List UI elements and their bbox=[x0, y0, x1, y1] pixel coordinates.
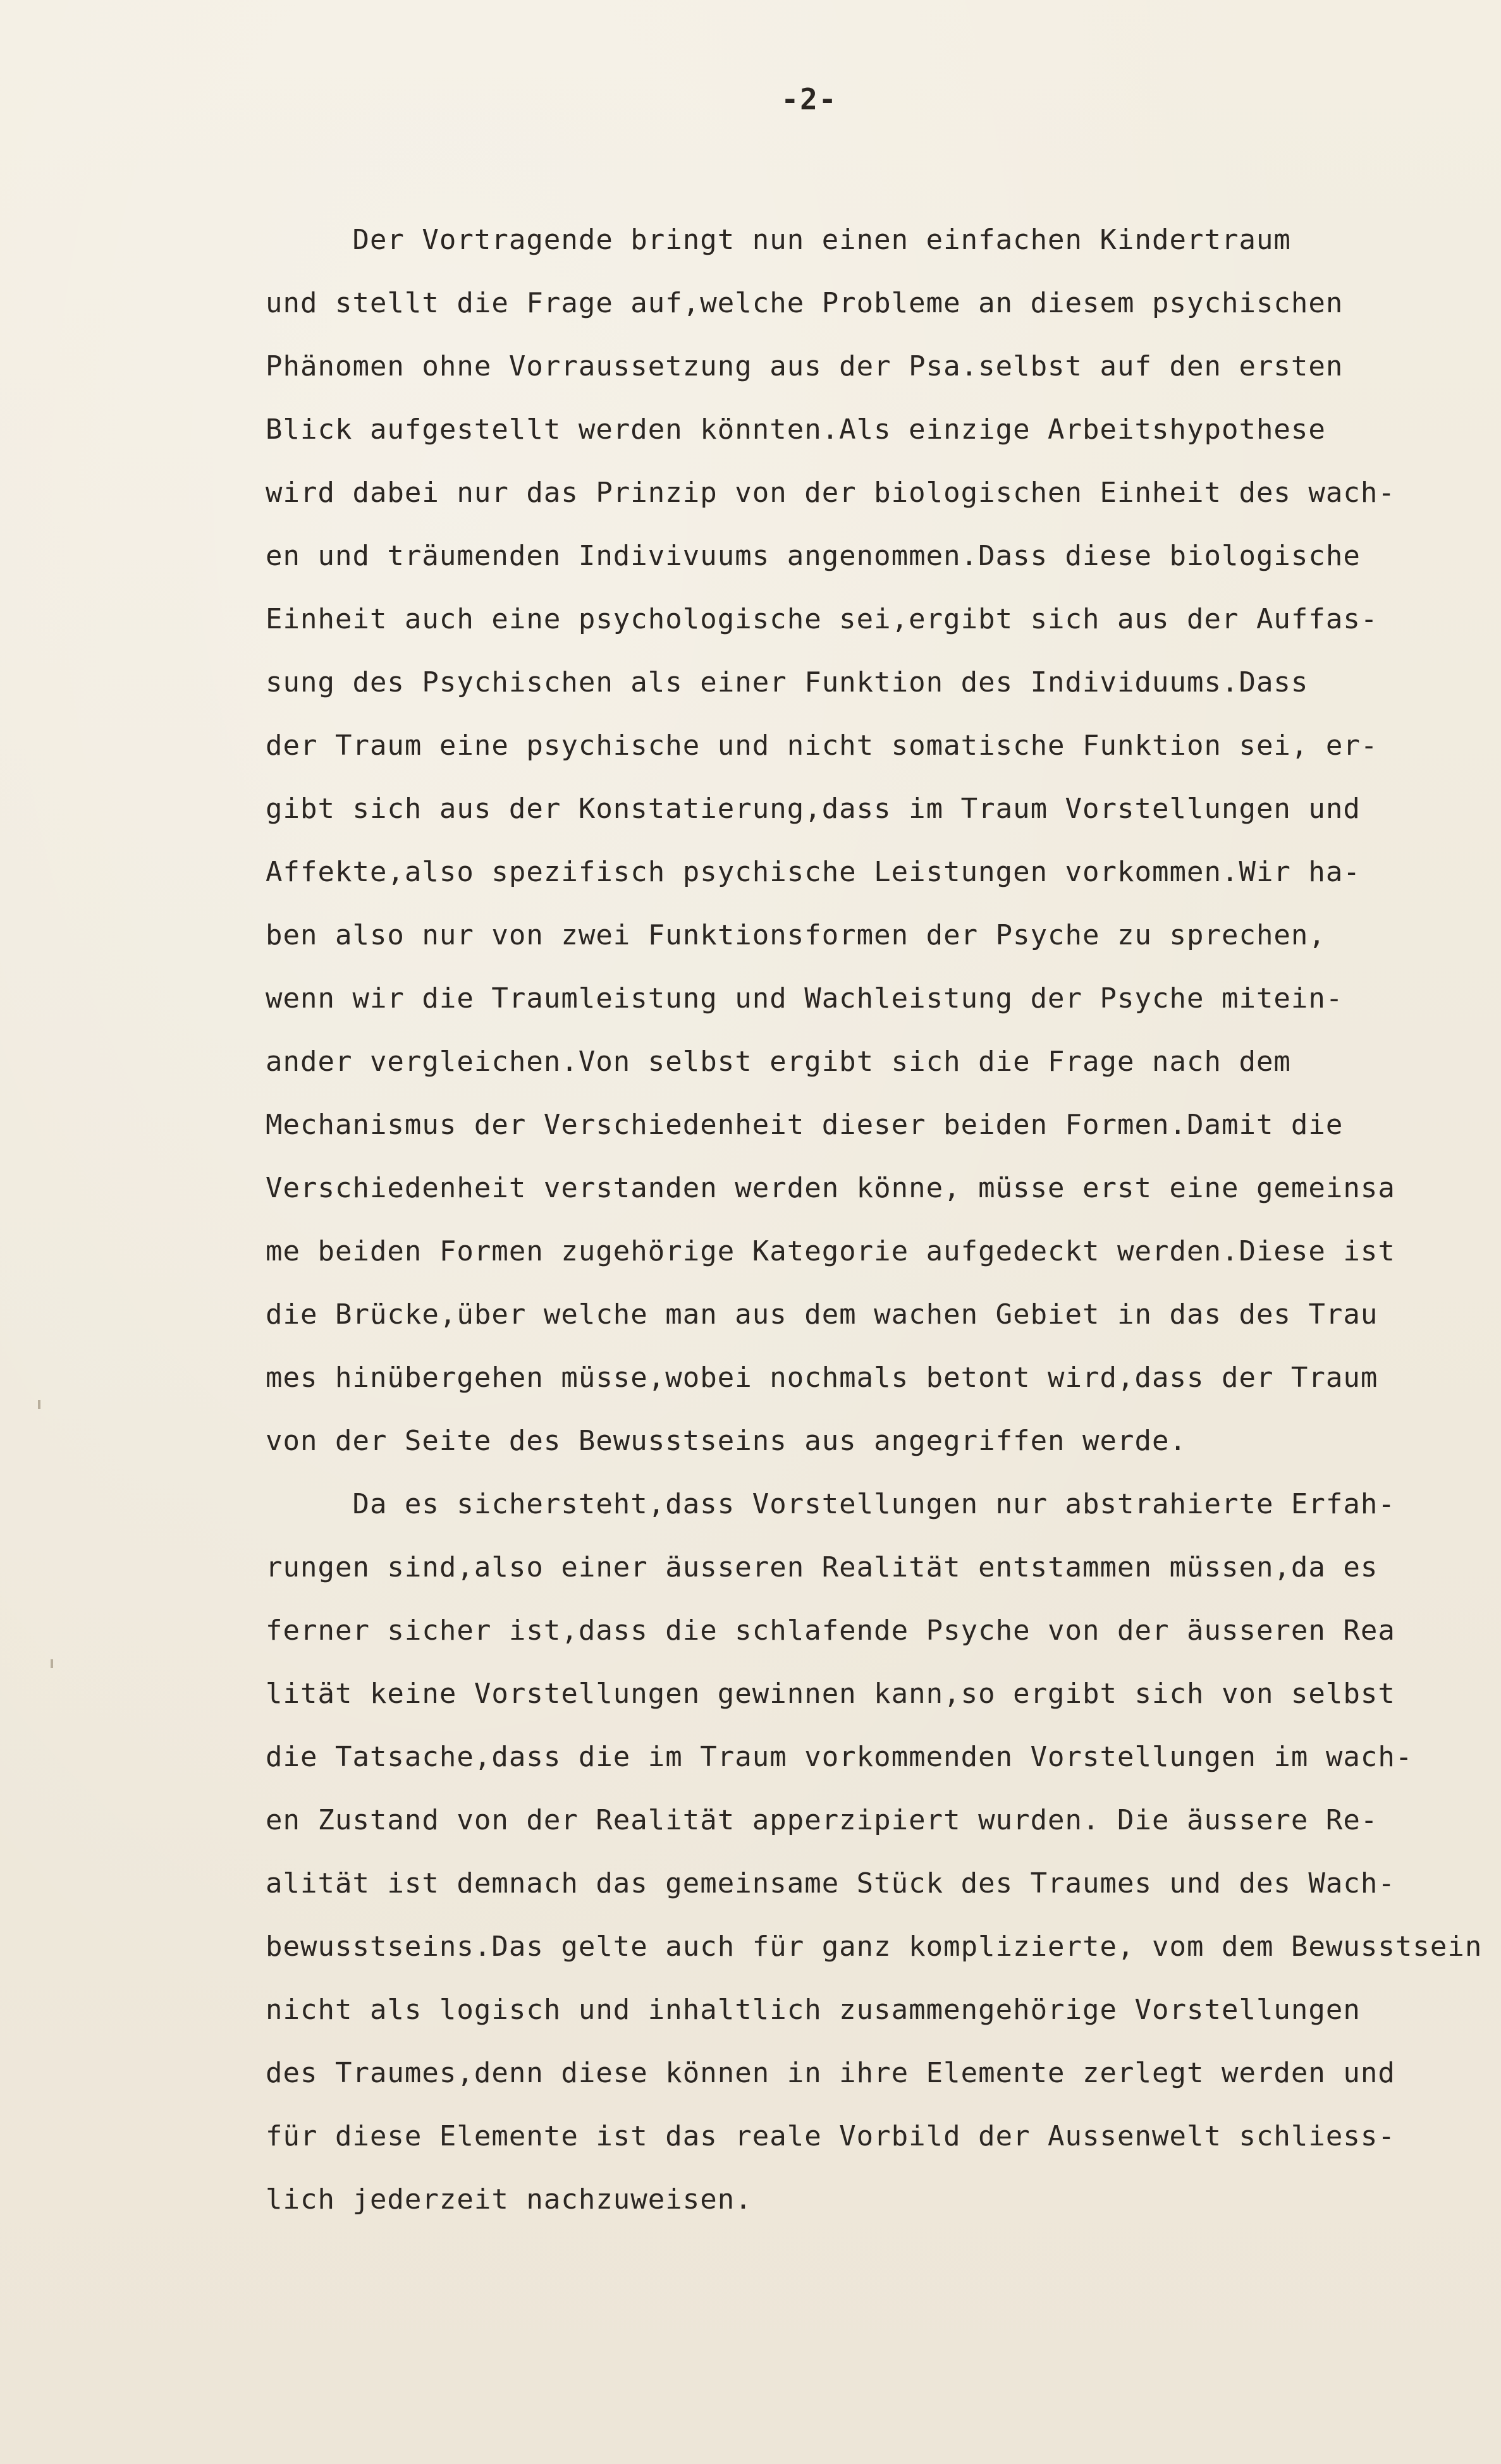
text-line: und stellt die Frage auf,welche Probleme an diesem psychischen bbox=[266, 287, 1344, 319]
margin-mark bbox=[51, 1659, 53, 1668]
text-line: Der Vortragende bringt nun einen einfachen Kindertraum bbox=[266, 224, 1291, 256]
text-line: nicht als logisch und inhaltlich zusammengehörige Vorstellungen bbox=[266, 1994, 1361, 2026]
page-number: -2- bbox=[781, 82, 838, 116]
text-line: ben also nur von zwei Funktionsformen der Psyche zu sprechen, bbox=[266, 919, 1326, 951]
text-line: Da es sichersteht,dass Vorstellungen nur abstrahierte Erfah- bbox=[266, 1488, 1395, 1520]
text-line: mes hinübergehen müsse,wobei nochmals betont wird,dass der Traum bbox=[266, 1362, 1378, 1394]
text-line: der Traum eine psychische und nicht somatische Funktion sei, er- bbox=[266, 729, 1378, 762]
text-line: en Zustand von der Realität apperzipiert wurden. Die äussere Re- bbox=[266, 1804, 1378, 1836]
text-line: Affekte,also spezifisch psychische Leistungen vorkommen.Wir ha- bbox=[266, 856, 1361, 888]
text-line: me beiden Formen zugehörige Kategorie aufgedeckt werden.Diese ist bbox=[266, 1235, 1395, 1267]
text-line: ander vergleichen.Von selbst ergibt sich die Frage nach dem bbox=[266, 1046, 1291, 1078]
text-line: Einheit auch eine psychologische sei,ergibt sich aus der Auffas- bbox=[266, 603, 1378, 635]
text-line: Verschiedenheit verstanden werden könne, müsse erst eine gemeinsa bbox=[266, 1172, 1395, 1204]
margin-mark bbox=[38, 1400, 40, 1409]
text-line: Phänomen ohne Vorraussetzung aus der Psa.selbst auf den ersten bbox=[266, 350, 1344, 382]
text-line: gibt sich aus der Konstatierung,dass im Traum Vorstellungen und bbox=[266, 793, 1361, 825]
text-line: die Brücke,über welche man aus dem wachen Gebiet in das des Trau bbox=[266, 1298, 1378, 1331]
text-line: wenn wir die Traumleistung und Wachleistung der Psyche mitein- bbox=[266, 982, 1344, 1015]
text-line: en und träumenden Indivivuums angenommen.Dass diese biologische bbox=[266, 540, 1361, 572]
text-line: von der Seite des Bewusstseins aus angegriffen werde. bbox=[266, 1425, 1187, 1457]
text-line: ferner sicher ist,dass die schlafende Psyche von der äusseren Rea bbox=[266, 1614, 1395, 1647]
text-line: rungen sind,also einer äusseren Realität entstammen müssen,da es bbox=[266, 1551, 1378, 1583]
text-line: lich jederzeit nachzuweisen. bbox=[266, 2183, 752, 2216]
text-line: wird dabei nur das Prinzip von der biologischen Einheit des wach- bbox=[266, 477, 1395, 509]
text-line: sung des Psychischen als einer Funktion des Individuums.Dass bbox=[266, 666, 1309, 698]
text-line: Blick aufgestellt werden könnten.Als einzige Arbeitshypothese bbox=[266, 413, 1326, 446]
text-line: bewusstseins.Das gelte auch für ganz komplizierte, vom dem Bewusstsein bbox=[266, 1930, 1483, 1963]
text-line: lität keine Vorstellungen gewinnen kann,so ergibt sich von selbst bbox=[266, 1678, 1395, 1710]
text-line: die Tatsache,dass die im Traum vorkommenden Vorstellungen im wach- bbox=[266, 1741, 1413, 1773]
text-line: für diese Elemente ist das reale Vorbild der Aussenwelt schliess- bbox=[266, 2120, 1395, 2152]
text-line: alität ist demnach das gemeinsame Stück des Traumes und des Wach- bbox=[266, 1867, 1395, 1900]
text-line: des Traumes,denn diese können in ihre Elemente zerlegt werden und bbox=[266, 2057, 1395, 2089]
text-line: Mechanismus der Verschiedenheit dieser beiden Formen.Damit die bbox=[266, 1109, 1344, 1141]
body-text bbox=[266, 209, 1492, 2231]
